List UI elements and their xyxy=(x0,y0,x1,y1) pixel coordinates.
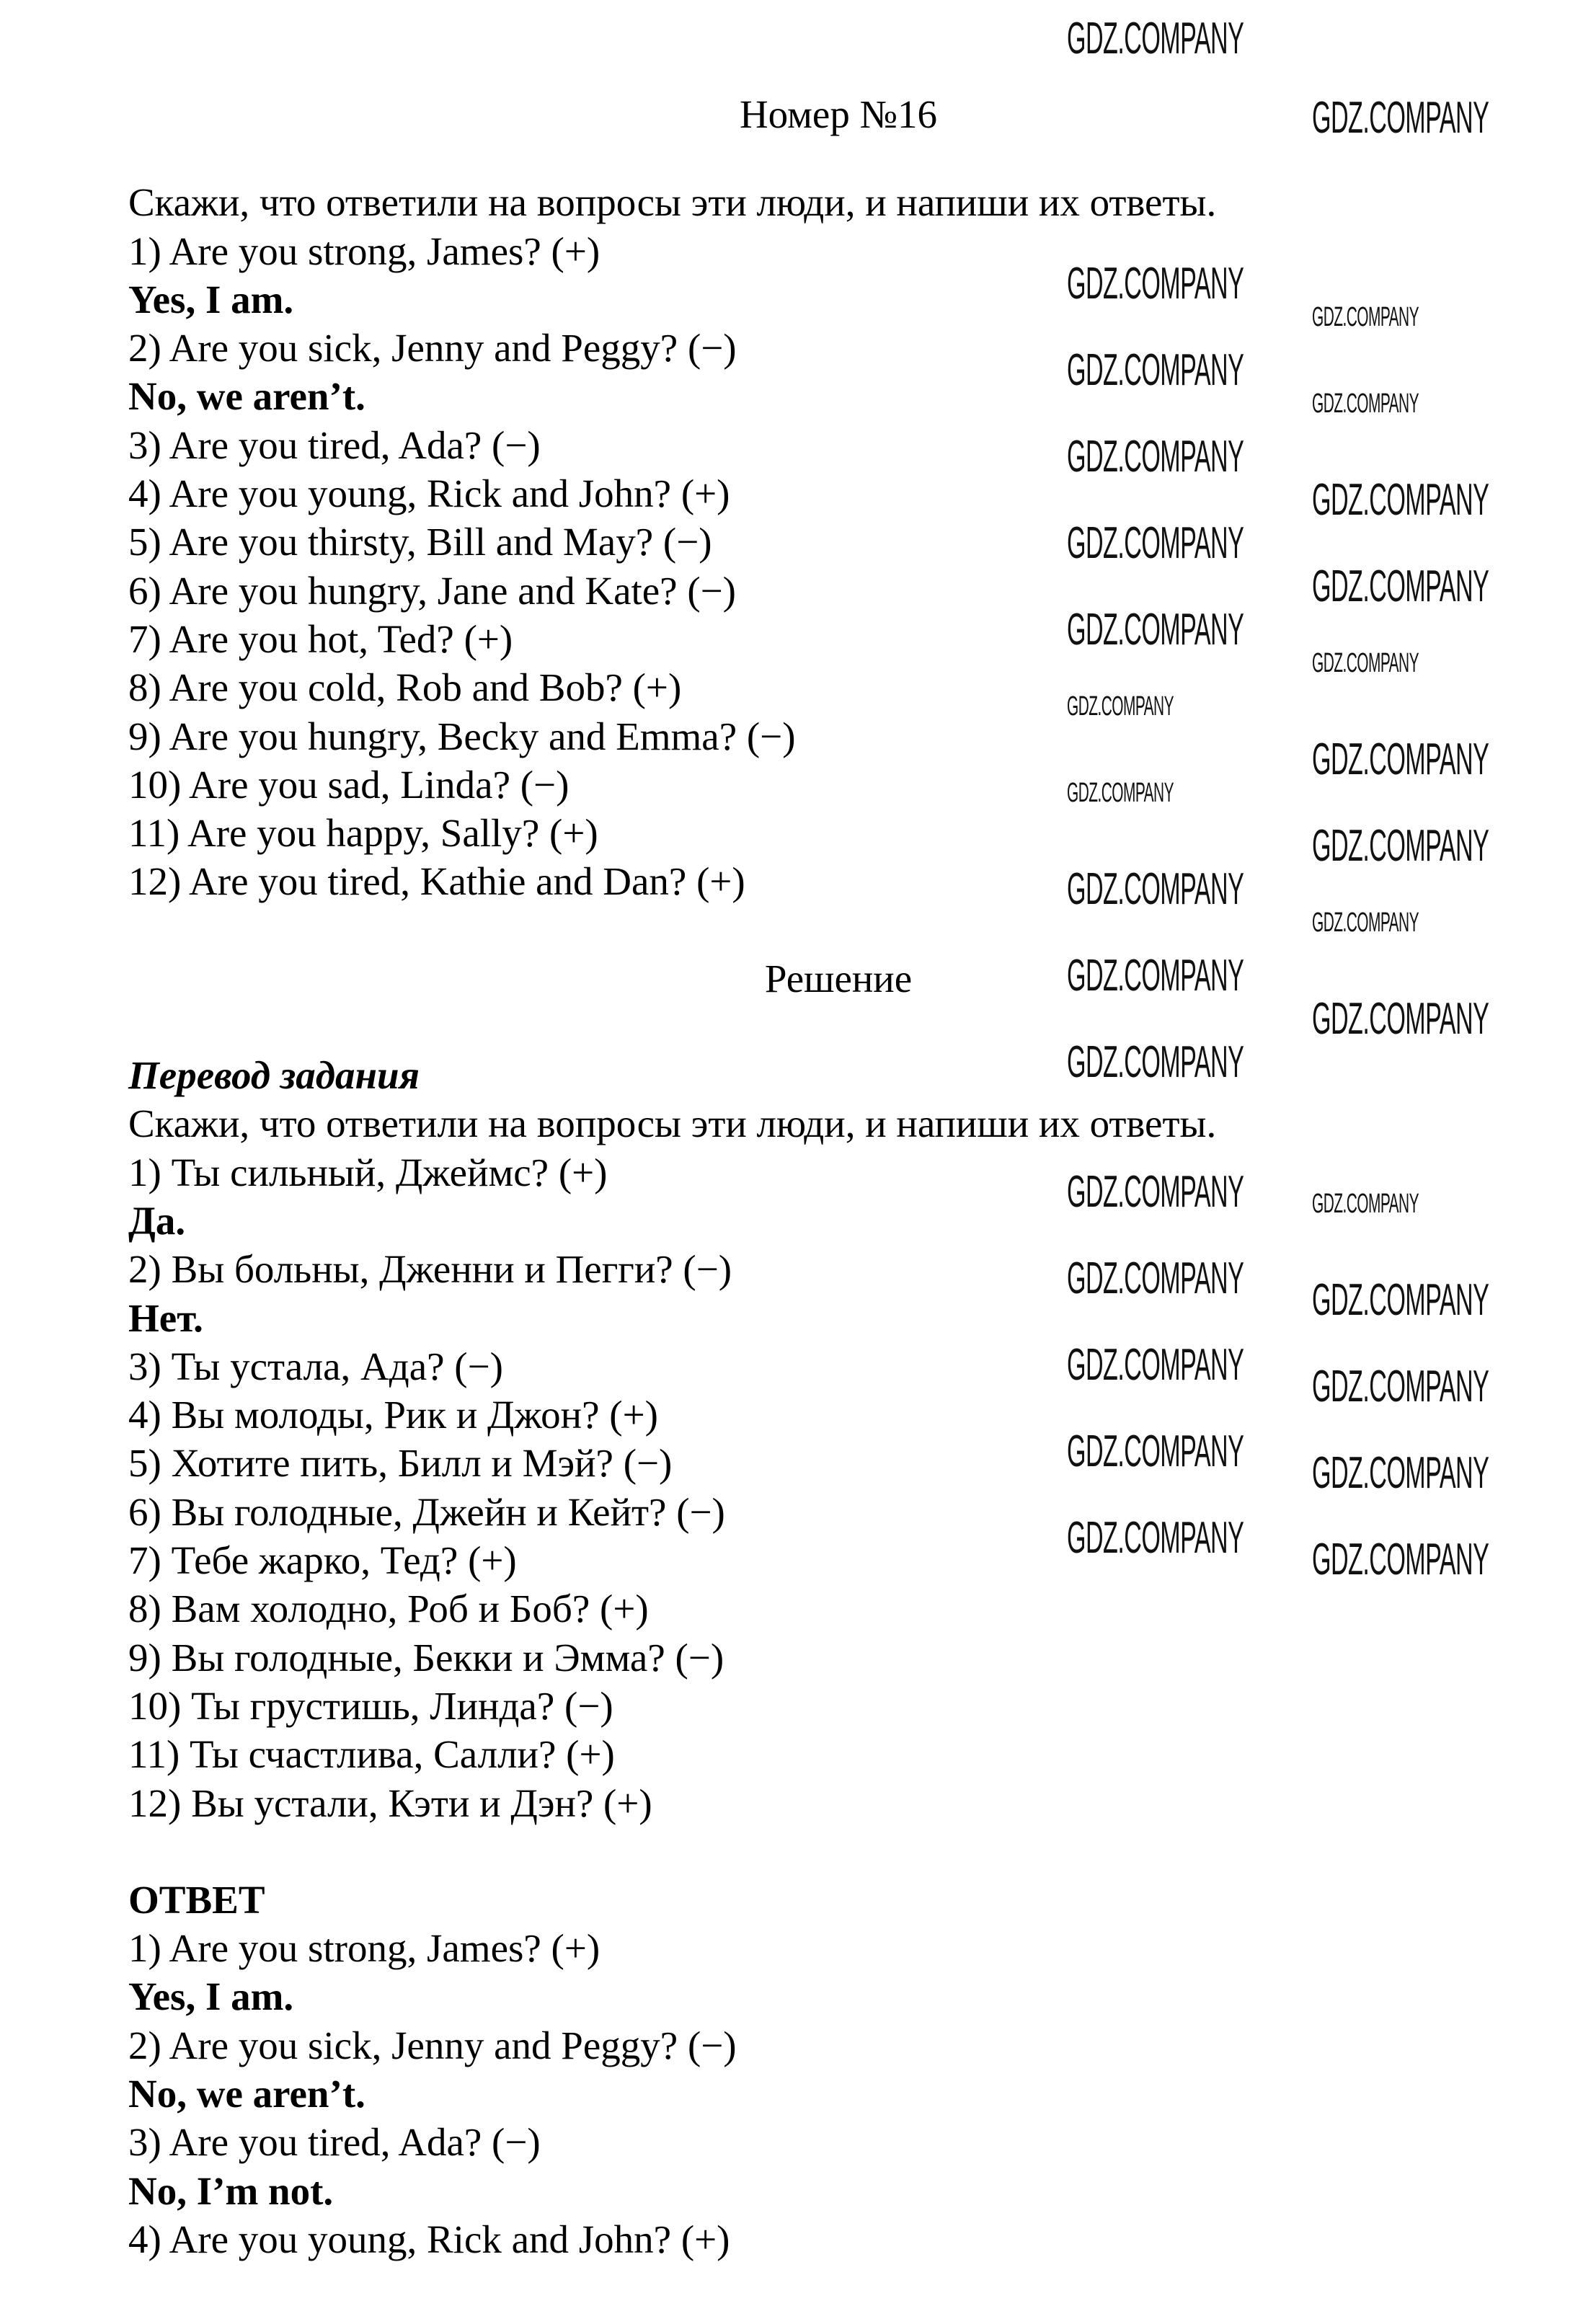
watermark: GDZ.COMPANY xyxy=(1067,1254,1244,1303)
watermark: GDZ.COMPANY xyxy=(1067,951,1244,1001)
watermark: GDZ.COMPANY xyxy=(1067,1513,1244,1563)
answer-line: No, we aren’t. xyxy=(128,374,365,419)
question-line: 5) Хотите пить, Билл и Мэй? (−) xyxy=(128,1441,673,1486)
solution-heading: Решение xyxy=(764,956,913,1001)
answer-heading: ОТВЕТ xyxy=(128,1877,265,1922)
question-line: 4) Are you young, Rick and John? (+) xyxy=(128,2217,730,2261)
question-line: 7) Are you hot, Ted? (+) xyxy=(128,616,513,661)
answer-line: Да. xyxy=(128,1198,186,1243)
question-line: 3) Are you tired, Ada? (−) xyxy=(128,2120,541,2165)
answer-line: No, we aren’t. xyxy=(128,2071,365,2116)
question-line: 9) Вы голодные, Бекки и Эмма? (−) xyxy=(128,1635,724,1680)
watermark: GDZ.COMPANY xyxy=(1067,778,1174,808)
watermark: GDZ.COMPANY xyxy=(1312,389,1419,419)
question-line: 1) Are you strong, James? (+) xyxy=(128,229,600,273)
question-line: 4) Are you young, Rick and John? (+) xyxy=(128,471,730,516)
question-line: 3) Are you tired, Ada? (−) xyxy=(128,422,541,467)
watermark: GDZ.COMPANY xyxy=(1067,259,1244,309)
watermark: GDZ.COMPANY xyxy=(1312,1275,1489,1325)
question-line: 2) Are you sick, Jenny and Peggy? (−) xyxy=(128,2023,737,2067)
watermark: GDZ.COMPANY xyxy=(1067,605,1244,655)
question-line: 8) Are you cold, Rob and Bob? (+) xyxy=(128,665,682,710)
watermark: GDZ.COMPANY xyxy=(1067,518,1244,568)
question-line: 11) Are you happy, Sally? (+) xyxy=(128,811,598,856)
watermark: GDZ.COMPANY xyxy=(1067,345,1244,395)
question-line: 12) Are you tired, Kathie and Dan? (+) xyxy=(128,859,745,904)
watermark: GDZ.COMPANY xyxy=(1312,302,1419,332)
question-line: 12) Вы устали, Кэти и Дэн? (+) xyxy=(128,1780,652,1825)
question-line: 2) Are you sick, Jenny and Peggy? (−) xyxy=(128,326,737,371)
task-lines xyxy=(128,227,1498,906)
watermark: GDZ.COMPANY xyxy=(1312,735,1489,784)
watermark: GDZ.COMPANY xyxy=(1312,908,1419,938)
page-title: Номер №16 xyxy=(739,92,938,136)
translation-heading: Перевод задания xyxy=(128,1053,420,1098)
question-line: 3) Ты устала, Ада? (−) xyxy=(128,1344,503,1388)
answer-line: No, I’m not. xyxy=(128,2168,334,2213)
watermark: GDZ.COMPANY xyxy=(1067,432,1244,482)
question-line: 4) Вы молоды, Рик и Джон? (+) xyxy=(128,1393,658,1437)
translation-instruction: Скажи, что ответили на вопросы эти люди, и напиши их ответы. xyxy=(128,1101,1217,1146)
question-line: 6) Вы голодные, Джейн и Кейт? (−) xyxy=(128,1489,725,1534)
document-page xyxy=(128,90,1498,2263)
watermark: GDZ.COMPANY xyxy=(1312,648,1419,678)
question-line: 6) Are you hungry, Jane and Kate? (−) xyxy=(128,568,736,613)
watermark: GDZ.COMPANY xyxy=(1312,994,1489,1044)
translation-lines xyxy=(128,1148,1498,1827)
answer-lines xyxy=(128,1924,1498,2263)
question-line: 1) Are you strong, James? (+) xyxy=(128,1926,600,1971)
question-line: 10) Are you sad, Linda? (−) xyxy=(128,762,569,807)
question-line: 5) Are you thirsty, Bill and May? (−) xyxy=(128,520,712,564)
question-line: 2) Вы больны, Дженни и Пегги? (−) xyxy=(128,1247,732,1292)
watermark: GDZ.COMPANY xyxy=(1067,1167,1244,1217)
watermark: GDZ.COMPANY xyxy=(1312,1189,1419,1219)
watermark: GDZ.COMPANY xyxy=(1312,1362,1489,1411)
watermark: GDZ.COMPANY xyxy=(1312,1535,1489,1584)
question-line: 7) Тебе жарко, Тед? (+) xyxy=(128,1538,517,1583)
task-instruction: Скажи, что ответили на вопросы эти люди, и напиши их ответы. xyxy=(128,180,1217,225)
answer-line: Нет. xyxy=(128,1295,203,1340)
watermark: GDZ.COMPANY xyxy=(1067,14,1244,63)
watermark: GDZ.COMPANY xyxy=(1067,1340,1244,1390)
watermark: GDZ.COMPANY xyxy=(1067,1427,1244,1476)
question-line: 8) Вам холодно, Роб и Боб? (+) xyxy=(128,1587,649,1631)
watermark: GDZ.COMPANY xyxy=(1312,1448,1489,1498)
question-line: 9) Are you hungry, Becky and Emma? (−) xyxy=(128,714,796,758)
answer-line: Yes, I am. xyxy=(128,277,294,321)
watermark: GDZ.COMPANY xyxy=(1067,864,1244,914)
watermark: GDZ.COMPANY xyxy=(1312,562,1489,611)
watermark: GDZ.COMPANY xyxy=(1312,93,1489,143)
answer-line: Yes, I am. xyxy=(128,1974,294,2019)
question-line: 11) Ты счастлива, Салли? (+) xyxy=(128,1732,615,1777)
question-line: 10) Ты грустишь, Линда? (−) xyxy=(128,1683,613,1728)
watermark: GDZ.COMPANY xyxy=(1067,1037,1244,1087)
watermark: GDZ.COMPANY xyxy=(1312,821,1489,871)
question-line: 1) Ты сильный, Джеймс? (+) xyxy=(128,1150,608,1194)
watermark: GDZ.COMPANY xyxy=(1312,475,1489,525)
watermark: GDZ.COMPANY xyxy=(1067,691,1174,722)
